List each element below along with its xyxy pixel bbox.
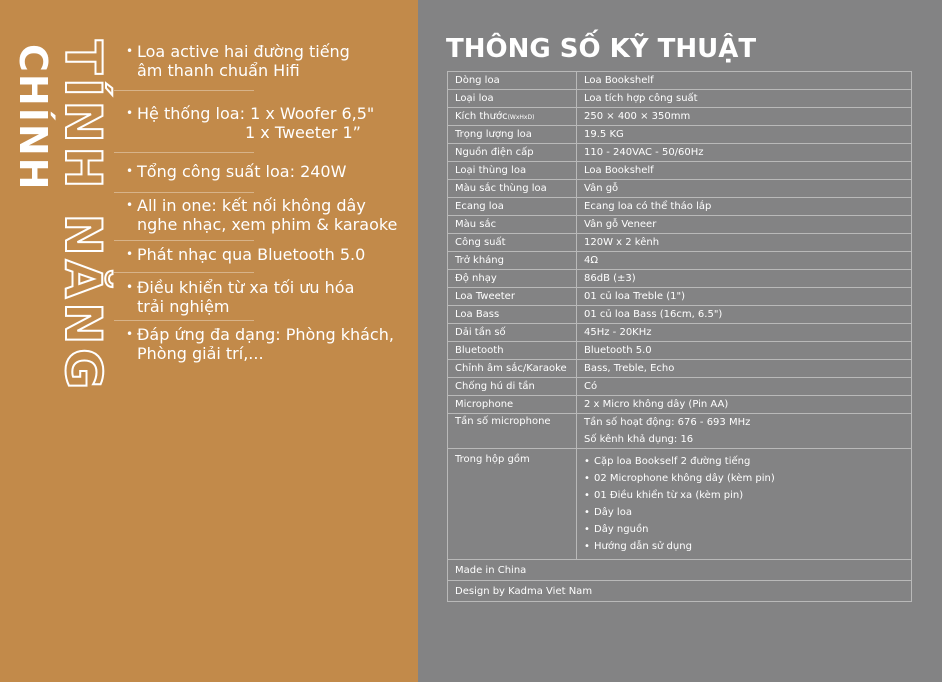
table-row: [448, 396, 912, 414]
spec-value: Có: [577, 378, 912, 396]
spec-key-label: Loại loa: [455, 93, 494, 104]
spec-value: [577, 449, 912, 560]
table-row: [448, 560, 912, 581]
spec-key: Trong hộp gồm: [448, 449, 577, 560]
box-items: [584, 453, 904, 555]
table-row: [448, 180, 912, 198]
spec-title: THÔNG SỐ KỸ THUẬT: [446, 34, 757, 64]
bullet-icon: •: [126, 247, 134, 261]
spec-key-label: Ecang loa: [455, 201, 504, 212]
feature-line: Hệ thống loa: 1 x Woofer 6,5": [137, 104, 375, 123]
list-item: [584, 487, 904, 504]
divider: [114, 152, 254, 153]
spec-table: [447, 71, 912, 602]
spec-key: [448, 378, 577, 396]
spec-key-label: Chống hú di tần: [455, 381, 535, 392]
spec-key-label: Nguồn điện cấp: [455, 147, 534, 158]
spec-key: [448, 324, 577, 342]
spec-key: [448, 234, 577, 252]
bullet-icon: •: [126, 44, 134, 58]
table-row: [448, 342, 912, 360]
divider: [114, 90, 254, 91]
bullet-icon: •: [584, 507, 590, 518]
spec-key-label: Trở kháng: [455, 255, 504, 266]
table-row: [448, 360, 912, 378]
table-row: [448, 126, 912, 144]
list-item-label: 02 Microphone không dây (kèm pin): [594, 473, 775, 484]
spec-value: 01 củ loa Bass (16cm, 6.5"): [577, 306, 912, 324]
spec-key: [448, 396, 577, 414]
spec-value: 4Ω: [577, 252, 912, 270]
spec-key: [448, 198, 577, 216]
made-in: Made in China: [448, 560, 912, 581]
feature-line: Điều khiển từ xa tối ưu hóa: [137, 278, 355, 297]
divider: [114, 320, 254, 321]
list-item: [584, 521, 904, 538]
spec-key: [448, 342, 577, 360]
list-item-label: Hướng dẫn sử dụng: [594, 541, 692, 552]
spec-value: 120W x 2 kênh: [577, 234, 912, 252]
spec-key: [448, 162, 577, 180]
spec-value: 110 - 240VAC - 50/60Hz: [577, 144, 912, 162]
spec-value: Bass, Treble, Echo: [577, 360, 912, 378]
table-row: [448, 449, 912, 560]
table-row: [448, 288, 912, 306]
table-row: [448, 72, 912, 90]
bullet-icon: •: [126, 198, 134, 212]
table-row: [448, 198, 912, 216]
bullet-icon: •: [584, 490, 590, 501]
feature-line: âm thanh chuẩn Hifi: [137, 61, 300, 80]
design-by: Design by Kadma Viet Nam: [448, 581, 912, 602]
spec-value: Vân gỗ Veneer: [577, 216, 912, 234]
spec-key: [448, 360, 577, 378]
spec-value: 250 × 400 × 350mm: [577, 108, 912, 126]
bullet-icon: •: [126, 106, 134, 120]
feature-line: All in one: kết nối không dây: [137, 196, 366, 215]
spec-key: [448, 216, 577, 234]
spec-value: Loa tích hợp công suất: [577, 90, 912, 108]
feature-line: Tổng công suất loa: 240W: [137, 162, 347, 181]
spec-key: [448, 288, 577, 306]
spec-key: [448, 126, 577, 144]
spec-key-label: Độ nhạy: [455, 273, 497, 284]
spec-key: [448, 144, 577, 162]
feature-line: Phát nhạc qua Bluetooth 5.0: [137, 245, 366, 264]
spec-value: Loa Bookshelf: [577, 72, 912, 90]
spec-key: [448, 270, 577, 288]
table-row: [448, 270, 912, 288]
feature-line: nghe nhạc, xem phim & karaoke: [137, 215, 398, 234]
spec-value: [577, 414, 912, 449]
spec-key-label: Dòng loa: [455, 75, 500, 86]
divider: [114, 272, 254, 273]
spec-value: 01 củ loa Treble (1"): [577, 288, 912, 306]
spec-key-sub: (WxHxD): [507, 114, 535, 121]
spec-value: Vân gỗ: [577, 180, 912, 198]
spec-value-line: Số kênh khả dụng: 16: [584, 434, 694, 445]
spec-key: [448, 108, 577, 126]
spec-value: Loa Bookshelf: [577, 162, 912, 180]
spec-key: [448, 180, 577, 198]
table-row: [448, 306, 912, 324]
spec-value: 45Hz - 20KHz: [577, 324, 912, 342]
list-item-label: Cặp loa Bookself 2 đường tiếng: [594, 456, 751, 467]
spec-key: [448, 306, 577, 324]
spec-key: [448, 252, 577, 270]
bullet-icon: •: [126, 327, 134, 341]
list-item: [584, 504, 904, 521]
spec-key: Tần số microphone: [448, 414, 577, 449]
list-item: [584, 470, 904, 487]
feature-line: Đáp ứng đa dạng: Phòng khách,: [137, 325, 394, 344]
bullet-icon: •: [584, 473, 590, 484]
spec-key-label: Màu sắc thùng loa: [455, 183, 547, 194]
spec-key-label: Kích thước: [455, 111, 508, 122]
bullet-icon: •: [126, 164, 134, 178]
spec-value: Ecang loa có thể tháo lắp: [577, 198, 912, 216]
list-item-label: Dây nguồn: [594, 524, 649, 535]
bullet-icon: •: [584, 541, 590, 552]
table-row: [448, 162, 912, 180]
spec-key-label: Màu sắc: [455, 219, 497, 230]
table-row: [448, 324, 912, 342]
spec-key-label: Microphone: [455, 399, 514, 410]
spec-key: [448, 90, 577, 108]
bullet-icon: •: [584, 456, 590, 467]
divider: [114, 240, 254, 241]
list-item: [584, 453, 904, 470]
spec-value: 19.5 KG: [577, 126, 912, 144]
spec-key-label: Công suất: [455, 237, 506, 248]
table-row: [448, 234, 912, 252]
table-row: [448, 252, 912, 270]
list-item-label: 01 Điều khiển từ xa (kèm pin): [594, 490, 744, 501]
spec-key-label: Loa Tweeter: [455, 291, 515, 302]
spec-key-label: Dải tần số: [455, 327, 506, 338]
list-item-label: Dây loa: [594, 507, 632, 518]
table-row: [448, 414, 912, 449]
spec-key-label: Loại thùng loa: [455, 165, 527, 176]
vertical-heading-bold: CHÍNH: [11, 44, 55, 192]
spec-key-label: Trọng lượng loa: [455, 129, 532, 140]
table-row: [448, 108, 912, 126]
spec-key-label: Loa Bass: [455, 309, 500, 320]
spec-key-label: Chỉnh âm sắc/Karaoke: [455, 363, 567, 374]
feature-line: Loa active hai đường tiếng: [137, 42, 350, 61]
bullet-icon: •: [126, 280, 134, 294]
spec-value: Bluetooth 5.0: [577, 342, 912, 360]
spec-key: [448, 72, 577, 90]
table-row: [448, 90, 912, 108]
spec-value-line: Tần số hoạt động: 676 - 693 MHz: [584, 417, 751, 428]
spec-value: 2 x Micro không dây (Pin AA): [577, 396, 912, 414]
spec-value: 86dB (±3): [577, 270, 912, 288]
divider: [114, 192, 254, 193]
table-row: [448, 216, 912, 234]
feature-line: trải nghiệm: [137, 297, 230, 316]
spec-key-label: Bluetooth: [455, 345, 504, 356]
vertical-heading-outline: TÍNH NĂNG: [54, 40, 112, 394]
feature-line: 1 x Tweeter 1”: [245, 123, 361, 142]
table-row: [448, 581, 912, 602]
bullet-icon: •: [584, 524, 590, 535]
table-row: [448, 144, 912, 162]
list-item: [584, 538, 904, 555]
feature-line: Phòng giải trí,...: [137, 344, 264, 363]
table-row: [448, 378, 912, 396]
